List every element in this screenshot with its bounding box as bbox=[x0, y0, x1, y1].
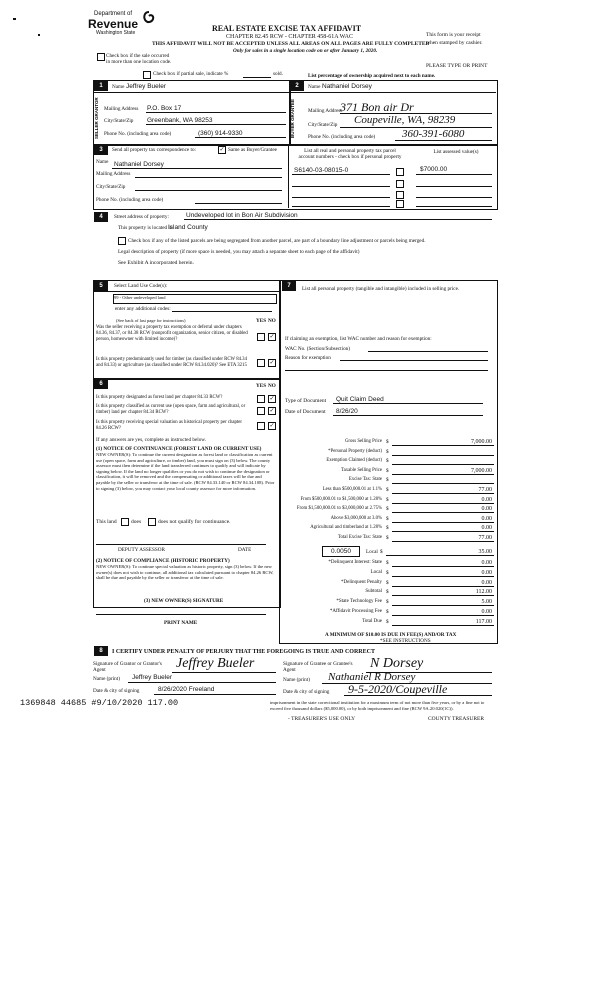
section-4-badge: 4 bbox=[94, 212, 108, 222]
grantee-date-city[interactable]: 9-5-2020/Coupeville bbox=[348, 682, 448, 696]
seller-city[interactable]: Greenbank, WA 98253 bbox=[147, 117, 213, 124]
form-chapter: CHAPTER 82.45 RCW - CHAPTER 458-61A WAC bbox=[226, 34, 353, 40]
deputy-assessor-label: DEPUTY ASSESSOR bbox=[118, 547, 165, 553]
sec6-q1-no-checkbox[interactable]: ✓ bbox=[269, 395, 275, 402]
sec5-question-1: Was the seller receiving a property tax exemption or deferral under chapters 84.36, 84.37, or 84.38 RCW (nonprofit organization, senior citizen, or disabled person, homeowner with limited income)? bbox=[96, 325, 248, 342]
exemption-claim-label: If claiming an exemption, list WAC number and reason for exemption: bbox=[285, 336, 432, 342]
tax-row-label: Less than $500,000.01 at 1.1% bbox=[322, 487, 382, 492]
tax-row2-value[interactable]: 0.00 bbox=[481, 570, 492, 576]
buyer-city-label: City/State/Zip bbox=[308, 122, 338, 128]
partial-pct-field[interactable] bbox=[243, 77, 271, 78]
tax-row2-value[interactable]: 117.00 bbox=[475, 619, 492, 625]
sec5-q1-yes-checkbox[interactable] bbox=[257, 333, 265, 341]
new-owner-signature-label: (3) NEW OWNER(S) SIGNATURE bbox=[144, 598, 224, 604]
parcel-personal-checkbox-3[interactable] bbox=[396, 191, 404, 199]
partial-sale-checkbox[interactable] bbox=[143, 71, 151, 79]
grantee-print-name[interactable]: Nathaniel R Dorsey bbox=[328, 671, 416, 683]
grantee-signature[interactable]: N Dorsey bbox=[370, 656, 424, 671]
sec5-q2-yes-checkbox[interactable] bbox=[257, 359, 265, 367]
buyer-side-label: BUYER GRANTEE bbox=[290, 98, 295, 138]
tax-row-dollar: $ bbox=[386, 516, 389, 522]
county-treasurer-label: COUNTY TREASURER bbox=[428, 716, 485, 722]
deputy-date-label: DATE bbox=[238, 547, 252, 553]
section-1-badge: 1 bbox=[94, 81, 108, 91]
land-does-label: does bbox=[131, 519, 142, 525]
county[interactable]: Island County bbox=[168, 224, 208, 231]
tax-row2-value[interactable]: 0.00 bbox=[481, 580, 492, 586]
wac-field[interactable] bbox=[368, 351, 488, 352]
doc-date-label: Date of Document bbox=[285, 409, 326, 415]
multi-location-label-1: Check box if the sale occurred bbox=[106, 53, 170, 59]
notice-2-title: (2) NOTICE OF COMPLIANCE (HISTORIC PROPERTY) bbox=[96, 558, 230, 564]
parcel-personal-checkbox-1[interactable] bbox=[396, 168, 404, 176]
tax-row2-dollar: $ bbox=[386, 570, 389, 576]
form-warning: THIS AFFIDAVIT WILL NOT BE ACCEPTED UNLESS ALL AREAS ON ALL PAGES ARE FULLY COMPLETED bbox=[152, 41, 430, 47]
tax-row-dollar: $ bbox=[386, 449, 389, 455]
parcel-personal-checkbox-4[interactable] bbox=[396, 200, 404, 208]
parcel-header-1: List all real and personal property tax parcel bbox=[304, 148, 396, 154]
tax-row-value[interactable]: 7,000.00 bbox=[471, 468, 492, 474]
legal-label: Legal description of property (if more space is needed, you may attach a separate sheet to each page of the affidavit) bbox=[118, 249, 360, 255]
tax-row-line bbox=[392, 464, 494, 465]
sec5-no-header: NO bbox=[268, 318, 276, 324]
logo-swirl-icon bbox=[142, 11, 156, 27]
new-owner-signature-field[interactable] bbox=[96, 614, 266, 615]
sec6-question-1: Is this property designated as forest land per chapter 84.33 RCW? bbox=[96, 395, 223, 400]
grantor-date-city[interactable]: 8/26/2020 Freeland bbox=[158, 686, 215, 693]
tax-row-line bbox=[392, 522, 494, 523]
seller-name[interactable]: Jeffrey Bueler bbox=[126, 83, 166, 90]
tax-row-label: Exemption Claimed (deduct) bbox=[326, 458, 382, 463]
tax-row-value[interactable]: 0.00 bbox=[481, 497, 492, 503]
tax-row-dollar: $ bbox=[386, 458, 389, 464]
tax-row2-dollar: $ bbox=[386, 589, 389, 595]
buyer-mail[interactable]: 371 Bon air Dr bbox=[340, 100, 414, 114]
tax-row-line bbox=[392, 483, 494, 484]
form-title: REAL ESTATE EXCISE TAX AFFIDAVIT bbox=[212, 24, 362, 33]
tax-row-line bbox=[392, 531, 494, 532]
sec5-question-2: Is this property predominantly used for timber (as classified under RCW 84.34 and 84.33) or agriculture (as classified under RCW 84.34.020)? See ETA 3215 bbox=[96, 357, 247, 368]
sec6-q3-no-checkbox[interactable]: ✓ bbox=[269, 422, 275, 429]
section-8-badge: 8 bbox=[94, 646, 108, 656]
perjury-notice: imprisonment in the state correctional institution for a maximum term of not more than five years, or by a fine not to exceed five thousand dollars ($5,000.00), or by both imprisonment and fine (RCW 9A.20.020(1C)). bbox=[270, 700, 485, 711]
grantor-signature-label: Signature of Grantor or Grantor's Agent bbox=[93, 661, 162, 673]
legal-description[interactable]: See Exhibit A incorporated herein. bbox=[118, 260, 194, 266]
multi-location-checkbox[interactable] bbox=[97, 53, 105, 61]
additional-codes-label: enter any additional codes: bbox=[115, 306, 171, 312]
tax-row-value[interactable]: 7,000.00 bbox=[471, 439, 492, 445]
if-any-yes: If any answers are yes, complete as instructed below. bbox=[96, 437, 207, 443]
sold-label: sold. bbox=[273, 71, 283, 77]
seller-city-label: City/State/Zip bbox=[104, 118, 134, 124]
tax-row-label: Gross Selling Price bbox=[344, 439, 382, 444]
tax-row-label: From $500,000.01 to $1,500,000 at 1.28% bbox=[300, 497, 382, 502]
tax-row-label: Above $3,000,000 at 3.0% bbox=[330, 516, 382, 521]
scan-mark bbox=[13, 18, 16, 20]
corr-mail-label: Mailing Address bbox=[96, 171, 131, 177]
tax-row-dollar: $ bbox=[386, 525, 389, 531]
additional-codes-field[interactable] bbox=[172, 311, 272, 312]
minimum-fee-note: A MINIMUM OF $10.00 IS DUE IN FEE(S) AND/OR TAX bbox=[325, 632, 457, 638]
sec5-q1-no-checkbox[interactable]: ✓ bbox=[269, 333, 275, 340]
seller-side-label: SELLER GRANTOR bbox=[94, 97, 99, 139]
tax-row2-dollar: $ bbox=[386, 609, 389, 615]
local-dollar: $ bbox=[380, 549, 383, 555]
print-name-label: PRINT NAME bbox=[164, 620, 198, 626]
same-as-buyer-label: Same as Buyer/Grantee bbox=[228, 147, 277, 153]
scan-mark bbox=[38, 34, 40, 36]
buyer-name[interactable]: Nathaniel Dorsey bbox=[322, 83, 372, 90]
tax-row-value[interactable]: 77.00 bbox=[478, 535, 492, 541]
grantee-signature-label: Signature of Grantee or Grantee's Agent bbox=[283, 661, 353, 673]
tax-row2-value[interactable]: 0.00 bbox=[481, 560, 492, 566]
partial-sale-label: Check box if partial sale, indicate % bbox=[153, 71, 229, 77]
local-label: Local bbox=[366, 549, 378, 555]
tax-row2-dollar: $ bbox=[386, 619, 389, 625]
doc-date[interactable]: 8/26/20 bbox=[336, 408, 358, 415]
seller-mail-label: Mailing Address bbox=[104, 106, 139, 112]
tax-row-label: Agricultural and timberland at 1.28% bbox=[310, 525, 382, 530]
tax-row2-line bbox=[392, 576, 494, 577]
section-6-badge: 6 bbox=[94, 379, 108, 389]
local-rate[interactable]: 0.0050 bbox=[322, 546, 360, 557]
reason-label: Reason for exemption bbox=[285, 355, 331, 361]
tax-row-value[interactable]: 0.00 bbox=[481, 525, 492, 531]
buyer-name-label: Name bbox=[308, 84, 321, 90]
tax-row-dollar: $ bbox=[386, 506, 389, 512]
buyer-phone[interactable]: 360-391-6080 bbox=[402, 128, 465, 140]
tax-row-line bbox=[392, 474, 494, 475]
tax-row-value[interactable]: 0.00 bbox=[481, 506, 492, 512]
section-2-badge: 2 bbox=[290, 81, 304, 91]
tax-row2-line bbox=[392, 595, 494, 596]
personal-property-label: List all personal property (tangible and intangible) included in selling price. bbox=[302, 286, 460, 292]
tax-row2-line bbox=[392, 605, 494, 606]
tax-row2-line bbox=[392, 615, 494, 616]
corr-phone-label: Phone No. (including area code) bbox=[96, 197, 164, 203]
buyer-phone-label: Phone No. (including area code) bbox=[308, 134, 376, 140]
please-type: PLEASE TYPE OR PRINT bbox=[426, 63, 488, 69]
this-land-label: This land bbox=[96, 519, 117, 525]
located-label: This property is located in bbox=[118, 225, 173, 231]
tax-row-value[interactable]: 77.00 bbox=[478, 487, 492, 493]
certify-statement: I CERTIFY UNDER PENALTY OF PERJURY THAT THE FOREGOING IS TRUE AND CORRECT bbox=[112, 649, 375, 655]
grantee-date-label: Date & city of signing bbox=[283, 689, 330, 695]
see-instructions: *SEE INSTRUCTIONS bbox=[380, 638, 431, 644]
tax-row-label: From $1,500,000.01 to $3,000,000 at 2.75% bbox=[296, 506, 382, 511]
section-3-badge: 3 bbox=[94, 145, 108, 155]
seller-mail[interactable]: P.O. Box 17 bbox=[147, 105, 182, 112]
tax-row2-value[interactable]: 112.00 bbox=[475, 589, 492, 595]
tax-row-line bbox=[392, 503, 494, 504]
corr-name[interactable]: Nathaniel Dorsey bbox=[114, 161, 164, 168]
doc-type[interactable]: Quit Claim Deed bbox=[336, 396, 384, 403]
tax-row2-dollar: $ bbox=[386, 560, 389, 566]
tax-row2-value[interactable]: 5.00 bbox=[481, 599, 492, 605]
assessed-header: List assessed value(s) bbox=[433, 149, 479, 155]
tax-row-line bbox=[392, 541, 494, 542]
tax-row2-dollar: $ bbox=[386, 580, 389, 586]
treasurer-use-label: - TREASURER'S USE ONLY bbox=[288, 716, 356, 722]
tax-row-line bbox=[392, 512, 494, 513]
see-back-label: (See back of last page for instructions) bbox=[116, 318, 186, 323]
corr-name-label: Name bbox=[96, 159, 109, 165]
section-7-badge: 7 bbox=[282, 281, 296, 291]
same-as-buyer-checkbox[interactable]: ✓ bbox=[219, 146, 225, 153]
dept-line2: Revenue bbox=[88, 17, 139, 31]
parcel-personal-checkbox-2[interactable] bbox=[396, 180, 404, 188]
corr-city-label: City/State/Zip bbox=[96, 184, 126, 190]
tax-row-dollar: $ bbox=[386, 497, 389, 503]
tax-row2-line bbox=[392, 625, 494, 626]
tax-row2-label: Subtotal bbox=[365, 589, 382, 594]
tax-row2-label: *Affidavit Processing Fee bbox=[329, 609, 382, 614]
receipt-note-1: This form is your receipt bbox=[426, 32, 481, 38]
sec5-yes-header: YES bbox=[256, 318, 267, 324]
grantor-print-name[interactable]: Jeffrey Bueler bbox=[132, 674, 172, 681]
tax-row2-line bbox=[392, 566, 494, 567]
grantor-signature[interactable]: Jeffrey Bueler bbox=[176, 656, 255, 671]
land-does-not-checkbox[interactable] bbox=[148, 518, 156, 526]
tax-row-line bbox=[392, 455, 494, 456]
tax-row-dollar: $ bbox=[386, 487, 389, 493]
tax-row-dollar: $ bbox=[386, 439, 389, 445]
local-value[interactable]: 35.00 bbox=[478, 549, 492, 555]
street-address[interactable]: Undeveloped lot in Bon Air Subdivision bbox=[186, 212, 298, 219]
sec6-question-2: Is this property classified as current use (open space, farm and agricultural, or timber) land per chapter 84.34 RCW? bbox=[96, 404, 246, 415]
reason-field[interactable] bbox=[340, 360, 488, 361]
sec6-yes-header: YES bbox=[256, 383, 267, 389]
tax-row2-line bbox=[392, 586, 494, 587]
seller-phone-label: Phone No. (including area code) bbox=[104, 131, 172, 137]
dor-logo bbox=[88, 11, 170, 41]
sec5-q2-no-checkbox[interactable]: ✓ bbox=[269, 359, 275, 366]
tax-row2-value[interactable]: 0.00 bbox=[481, 609, 492, 615]
tax-row-label: Excise Tax: State bbox=[348, 477, 382, 482]
wac-label: WAC No. (Section/Subsection) bbox=[285, 346, 350, 352]
tax-row-value[interactable]: 0.00 bbox=[481, 516, 492, 522]
notice-1-title: (1) NOTICE OF CONTINUANCE (FOREST LAND OR CURRENT USE) bbox=[96, 446, 262, 452]
buyer-city[interactable]: Coupeville, WA, 98239 bbox=[354, 114, 456, 126]
sec6-q2-yes-checkbox[interactable] bbox=[257, 407, 265, 415]
segregated-checkbox[interactable] bbox=[118, 237, 126, 245]
tax-row2-label: *Delinquent Interest: State bbox=[328, 560, 382, 565]
multi-location-label-2: in more than one location code. bbox=[106, 59, 172, 65]
tax-row-label: Total Excise Tax: State bbox=[337, 535, 382, 540]
section-5-badge: 5 bbox=[94, 281, 108, 291]
tax-row-line bbox=[392, 445, 494, 446]
only-sales-note: Only for sales in a single location code on or after January 1, 2020. bbox=[233, 48, 378, 54]
grantee-print-label: Name (print) bbox=[283, 677, 310, 683]
sec6-question-3: Is this property receiving special valuation as historical property per chapter 84.26 RCW? bbox=[96, 420, 242, 431]
seller-name-label: Name bbox=[112, 84, 125, 90]
dept-line3: Washington State bbox=[96, 30, 136, 36]
tax-row2-label: *State Technology Fee bbox=[336, 599, 382, 604]
tax-row2-dollar: $ bbox=[386, 599, 389, 605]
grantor-date-label: Date & city of signing bbox=[93, 688, 140, 694]
dept-line1: Department of bbox=[94, 11, 133, 17]
parcel-header-2: account numbers - check box if personal property bbox=[298, 154, 402, 160]
land-use-select[interactable]: 99 - Other undeveloped land bbox=[113, 294, 277, 304]
parcel-number[interactable]: S6140-03-08015-0 bbox=[294, 167, 349, 174]
tax-row-dollar: $ bbox=[386, 535, 389, 541]
land-does-checkbox[interactable] bbox=[121, 518, 129, 526]
tax-row2-label: *Delinquent Penalty bbox=[341, 580, 382, 585]
street-label: Street address of property: bbox=[114, 214, 169, 220]
doc-type-label: Type of Document bbox=[285, 398, 327, 404]
sec6-q1-yes-checkbox[interactable] bbox=[257, 395, 265, 403]
land-use-label: Select Land Use Code(s): bbox=[114, 283, 168, 289]
sec6-q3-yes-checkbox[interactable] bbox=[257, 422, 265, 430]
land-does-not-label: does not qualify for continuance. bbox=[158, 519, 231, 525]
receipt-note-2: when stamped by cashier. bbox=[426, 40, 483, 46]
notice-1-body: NEW OWNER(S): To continue the current designation as forest land or classification as current use (open space, farm and agriculture, or timber) land, you must sign on (3) below. The county assessor must then determine if the land transferred continues to qualify and will indicate by signing below. If the land no longer qualifies or you do not wish to continue the designation or classification, it will be removed and the compensating or additional taxes will be due and payable by the seller or transferor at the time of sale. (RCW 84.33.140 or RCW 84.34.108). Prior to signing (3) below, you may contact your local county assessor for more information. bbox=[96, 452, 275, 491]
seller-phone[interactable]: (360) 914-9330 bbox=[198, 130, 243, 137]
assessed-value[interactable]: $7000.00 bbox=[420, 166, 448, 173]
buyer-mail-label: Mailing Address bbox=[308, 108, 343, 114]
tax-row-dollar: $ bbox=[386, 477, 389, 483]
tax-row-dollar: $ bbox=[386, 468, 389, 474]
tax-row-label: Taxable Selling Price bbox=[341, 468, 382, 473]
tax-row2-label: Local bbox=[370, 570, 382, 575]
sec6-no-header: NO bbox=[268, 383, 276, 389]
tax-row-label: *Personal Property (deduct) bbox=[328, 449, 382, 454]
sec6-q2-no-checkbox[interactable]: ✓ bbox=[269, 407, 275, 414]
tax-row-line bbox=[392, 493, 494, 494]
cashier-stamp: 1369848 44685 #9/10/2020 117.00 bbox=[20, 698, 179, 708]
notice-2-body: NEW OWNER(S): To continue special valuation as historic property, sign (3) below. If the new owner(s) does not wish to continue, all additional tax calculated pursuant to chapter 84.26 RCW, shall be due and payable by the seller or transferor at the time of sale. bbox=[96, 564, 274, 581]
send-correspondence-label: Send all property tax correspondence to: bbox=[112, 147, 196, 153]
grantor-print-label: Name (print) bbox=[93, 676, 120, 682]
segregated-label: Check box if any of the listed parcels are being segregated from another parcel, are part of a boundary line adjustment or parcels being merged. bbox=[128, 238, 426, 244]
list-pct-label: List percentage of ownership acquired next to each name. bbox=[308, 73, 436, 79]
tax-row2-label: Total Due bbox=[362, 619, 382, 624]
